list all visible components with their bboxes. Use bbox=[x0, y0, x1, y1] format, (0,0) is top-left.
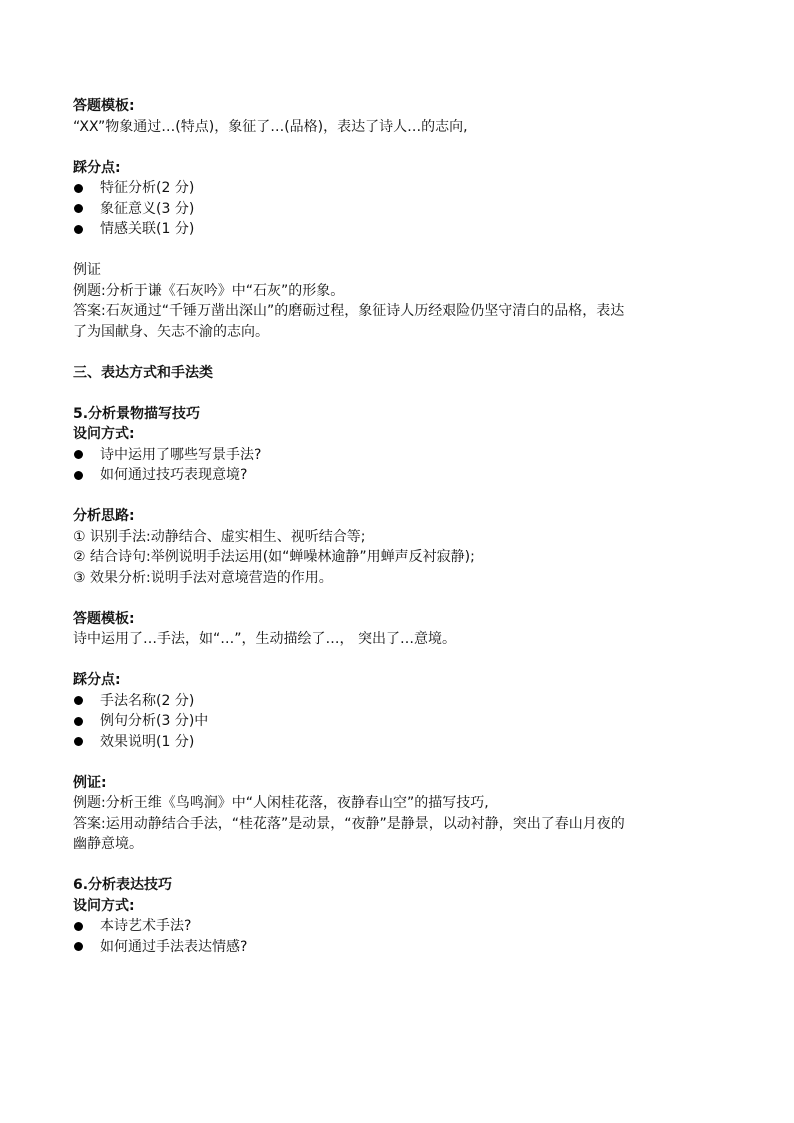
list-item: 效果说明(1 分) bbox=[73, 732, 733, 753]
list-item: 如何通过手法表达情感? bbox=[73, 937, 733, 958]
step-item: ② 结合诗句:举例说明手法运用(如“蝉噪林逾静”用蝉声反衬寂静); bbox=[73, 549, 475, 565]
template-text: “XX”物象通过…(特点)，象征了…(品格)，表达了诗人…的志向, bbox=[73, 118, 468, 135]
example-question: 例题:分析于谦《石灰吟》中“石灰”的形象。 bbox=[73, 282, 345, 299]
bullet-icon bbox=[74, 717, 83, 726]
section-heading: 踩分点: bbox=[73, 672, 121, 688]
bullet-icon bbox=[74, 737, 83, 746]
list-item: 情感关联(1 分) bbox=[73, 219, 733, 240]
list-item: 象征意义(3 分) bbox=[73, 199, 733, 220]
example-answer-cont: 幽静意境。 bbox=[73, 836, 143, 852]
section-heading: 踩分点: bbox=[73, 159, 121, 176]
list-item: 如何通过技巧表现意境? bbox=[73, 465, 733, 486]
example-answer: 答案:石灰通过“千锤万凿出深山”的磨砺过程，象征诗人历经艰险仍坚守清白的品格，表达 bbox=[73, 303, 625, 319]
bullet-icon bbox=[74, 922, 83, 931]
question-title: 5.分析景物描写技巧 bbox=[73, 405, 201, 422]
section-heading: 答题模板: bbox=[73, 98, 135, 114]
section-heading: 设问方式: bbox=[73, 897, 135, 914]
step-item: ① 识别手法:动静结合、虚实相生、视听结合等; bbox=[73, 528, 366, 545]
bullet-icon bbox=[74, 204, 83, 213]
bullet-icon bbox=[74, 225, 83, 234]
section-heading: 例证: bbox=[73, 774, 107, 791]
bullet-icon bbox=[74, 696, 83, 705]
example-answer-cont: 了为国献身、矢志不渝的志向。 bbox=[73, 323, 269, 340]
document-page bbox=[73, 96, 733, 957]
section-heading: 答题模板: bbox=[73, 610, 135, 627]
list-item: 诗中运用了哪些写景手法? bbox=[73, 445, 733, 466]
example-question: 例题:分析王维《鸟鸣涧》中“人闲桂花落，夜静春山空”的描写技巧, bbox=[73, 795, 489, 811]
section-heading: 例证 bbox=[73, 262, 101, 278]
bullet-icon bbox=[74, 450, 83, 459]
list-item: 本诗艺术手法? bbox=[73, 916, 733, 937]
list-item: 手法名称(2 分) bbox=[73, 691, 733, 712]
bullet-icon bbox=[74, 471, 83, 480]
question-title: 6.分析表达技巧 bbox=[73, 877, 173, 893]
step-item: ③ 效果分析:说明手法对意境营造的作用。 bbox=[73, 569, 333, 586]
bullet-icon bbox=[74, 184, 83, 193]
list-item: 特征分析(2 分) bbox=[73, 178, 733, 199]
section-heading: 分析思路: bbox=[73, 508, 135, 524]
bullet-icon bbox=[74, 942, 83, 951]
part-heading: 三、表达方式和手法类 bbox=[73, 364, 213, 381]
example-answer: 答案:运用动静结合手法，“桂花落”是动景，“夜静”是静景，以动衬静，突出了春山月夜的 bbox=[73, 815, 625, 832]
section-heading: 设问方式: bbox=[73, 426, 135, 442]
template-text: 诗中运用了…手法，如“…”，生动描绘了…， 突出了…意境。 bbox=[73, 631, 456, 647]
list-item: 例句分析(3 分)中 bbox=[73, 711, 733, 732]
